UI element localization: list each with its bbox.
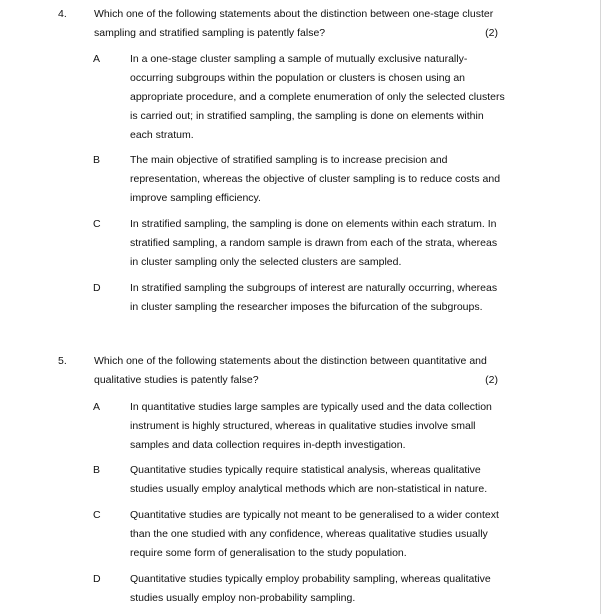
option-line: Quantitative studies are typically not meant to be generalised to a wider context bbox=[130, 509, 499, 521]
page-edge-rule bbox=[600, 0, 601, 614]
option-line: stratified sampling, a random sample is drawn from each of the strata, whereas bbox=[130, 237, 498, 249]
option-letter: D bbox=[93, 282, 101, 294]
option-text bbox=[130, 506, 525, 563]
option-line: than the one studied with any confidence, whereas qualitative studies usually bbox=[130, 528, 488, 540]
option-text bbox=[130, 215, 525, 272]
option-line: in cluster sampling only the selected clusters are sampled. bbox=[130, 256, 402, 268]
option-text bbox=[130, 151, 525, 208]
stem-line: qualitative studies is patently false? bbox=[94, 374, 259, 386]
option-line: In quantitative studies large samples are typically used and the data collection bbox=[130, 401, 492, 413]
question-stem bbox=[94, 352, 504, 390]
question-stem bbox=[94, 5, 504, 43]
option-letter: B bbox=[93, 154, 101, 166]
option-line: instrument is highly structured, whereas in qualitative studies involve small bbox=[130, 420, 476, 432]
option-line: In stratified sampling the subgroups of interest are naturally occurring, whereas bbox=[130, 282, 498, 294]
option-letter: D bbox=[93, 573, 101, 585]
stem-line: Which one of the following statements about the distinction between quantitative and bbox=[94, 355, 487, 367]
option-letter: C bbox=[93, 509, 101, 521]
option-letter: A bbox=[93, 401, 101, 413]
option-line: samples and data collection requires in-depth investigation. bbox=[130, 439, 406, 451]
question-number: 5. bbox=[58, 355, 67, 367]
option-line: representation, whereas the objective of cluster sampling is to reduce costs and bbox=[130, 173, 501, 185]
marks-label: (2) bbox=[485, 27, 498, 39]
option-letter: B bbox=[93, 464, 101, 476]
option-letter: C bbox=[93, 218, 101, 230]
option-text bbox=[130, 570, 525, 608]
stem-line: Which one of the following statements about the distinction between one-stage cluster bbox=[94, 8, 494, 20]
question-number: 4. bbox=[58, 8, 67, 20]
option-line: is carried out; in stratified sampling, the sampling is done on elements within bbox=[130, 110, 484, 122]
option-text bbox=[130, 398, 525, 455]
option-line: each stratum. bbox=[130, 129, 194, 141]
marks-label: (2) bbox=[485, 374, 498, 386]
option-line: Quantitative studies typically require statistical analysis, whereas qualitative bbox=[130, 464, 481, 476]
option-line: In stratified sampling, the sampling is done on elements within each stratum. In bbox=[130, 218, 497, 230]
option-line: The main objective of stratified sampling is to increase precision and bbox=[130, 154, 448, 166]
option-line: improve sampling efficiency. bbox=[130, 192, 261, 204]
option-text bbox=[130, 279, 525, 317]
option-line: Quantitative studies typically employ probability sampling, whereas qualitative bbox=[130, 573, 491, 585]
option-letter: A bbox=[93, 53, 101, 65]
option-line: studies usually employ non-probability sampling. bbox=[130, 592, 356, 604]
option-text bbox=[130, 50, 525, 145]
stem-line: sampling and stratified sampling is patently false? bbox=[94, 27, 326, 39]
option-line: In a one-stage cluster sampling a sample of mutually exclusive naturally- bbox=[130, 53, 468, 65]
option-line: studies usually employ analytical methods which are non-statistical in nature. bbox=[130, 483, 488, 495]
option-line: in cluster sampling the researcher imposes the bifurcation of the subgroups. bbox=[130, 301, 483, 313]
option-text bbox=[130, 461, 525, 499]
option-line: occurring subgroups within the population or clusters is chosen using an bbox=[130, 72, 466, 84]
stem-line-with-marks bbox=[94, 371, 504, 390]
option-line: appropriate procedure, and a complete enumeration of only the selected clusters bbox=[130, 91, 505, 103]
option-line: require some form of generalisation to the study population. bbox=[130, 547, 407, 559]
stem-line-with-marks bbox=[94, 24, 504, 43]
